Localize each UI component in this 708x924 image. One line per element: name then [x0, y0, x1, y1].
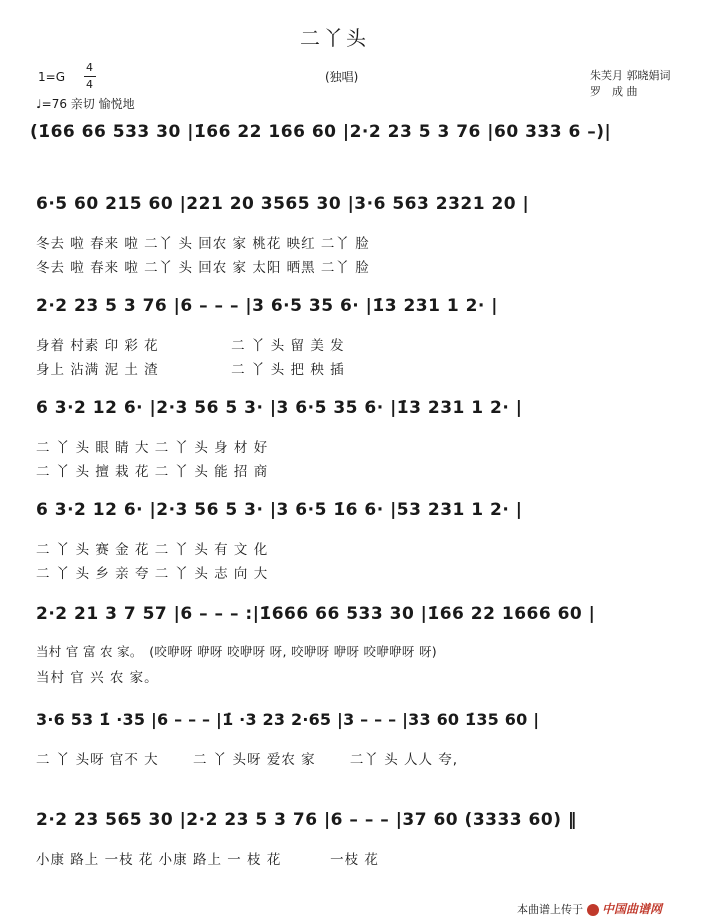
lyric-line-2: 二 丫 头 乡 亲 夸 二 丫 头 志 向 大 — [36, 566, 269, 582]
notation-line: 6 3·2 12 6· |2·3 56 5 3· |3 6·5 35 6· |1̇3 231 1 2· | — [36, 398, 523, 418]
lyric-line-1: 身着 村素 印 彩 花 二 丫 头 留 美 发 — [36, 338, 345, 354]
credits-music: 罗 成 曲 — [590, 85, 638, 98]
notation-line: 2·2 23 565 30 |2·2 23 5 3 76 |6 – – – |37 60 (3333 60) ‖ — [36, 810, 577, 830]
lyric-line-2: 身上 沾满 泥 土 渣 二 丫 头 把 秧 插 — [36, 362, 345, 378]
time-signature-bottom: 4 — [86, 78, 93, 91]
notation-line: 2·2 23 5 3 76 |6 – – – |3 6·5 35 6· |1̇3 231 1 2· | — [36, 296, 499, 316]
footer-text: 本曲谱上传于 — [517, 903, 583, 916]
notation-line: 6·5 60 215 60 |221 20 3565 30 |3·6 563 2321 20 | — [36, 194, 530, 214]
subtitle: (独唱) — [325, 70, 359, 84]
lyric-line-2: 冬去 啦 春来 啦 二丫 头 回农 家 太阳 晒黑 二丫 脸 — [36, 260, 370, 276]
footer — [517, 900, 662, 917]
notation-line: 6 3·2 12 6· |2·3 56 5 3· |3 6·5 1̇6 6· |53 231 1 2· | — [36, 500, 523, 520]
lyric-line-1: 二 丫 头 赛 金 花 二 丫 头 有 文 化 — [36, 542, 269, 558]
lyric-line-1: 二 丫 头呀 官不 大 二 丫 头呀 爱农 家 二丫 头 人人 夸, — [36, 752, 459, 768]
notation-line: (1̇66 66 533 30 |1̇66 22 166 60 |2·2 23 5 3 76 |60 333 6 –)| — [30, 122, 612, 142]
lyric-line-2: 当村 官 兴 农 家。 — [36, 670, 159, 686]
lyric-line-1: 小康 路上 一枝 花 小康 路上 一 枝 花 一枝 花 — [36, 852, 379, 868]
lyric-line-1: 冬去 啦 春来 啦 二丫 头 回农 家 桃花 映红 二丫 脸 — [36, 236, 370, 252]
notation-line: 3·6 53 1̇ ·35 |6 – – – |1̇ ·3 23 2·65 |3 – – – |33 60 1̇35 60 | — [36, 710, 540, 729]
key-signature: 1=G — [38, 70, 65, 84]
time-signature-top: 4 — [86, 61, 93, 74]
notation-line: 2·2 21 3 7 57 |6 – – – :|1̇666 66 533 30 |1̇66 22 1666 60 | — [36, 604, 596, 624]
time-signature-line — [84, 76, 96, 77]
lyric-line-2: 二 丫 头 擅 栽 花 二 丫 头 能 招 商 — [36, 464, 269, 480]
lyric-line-1: 当村 官 富 农 家。 (咬咿呀 咿呀 咬咿呀 呀, 咬咿呀 咿呀 咬咿咿呀 呀) — [36, 644, 437, 659]
tempo-marking: ♩=76 亲切 愉悦地 — [36, 97, 135, 111]
lyric-line-1: 二 丫 头 眼 睛 大 二 丫 头 身 材 好 — [36, 440, 269, 456]
page-title: 二丫头 — [300, 26, 369, 50]
credits-words: 朱芙月 郭晓娟词 — [590, 69, 671, 82]
site-logo-icon — [587, 904, 599, 916]
footer-brand[interactable]: 中国曲谱网 — [602, 902, 663, 916]
